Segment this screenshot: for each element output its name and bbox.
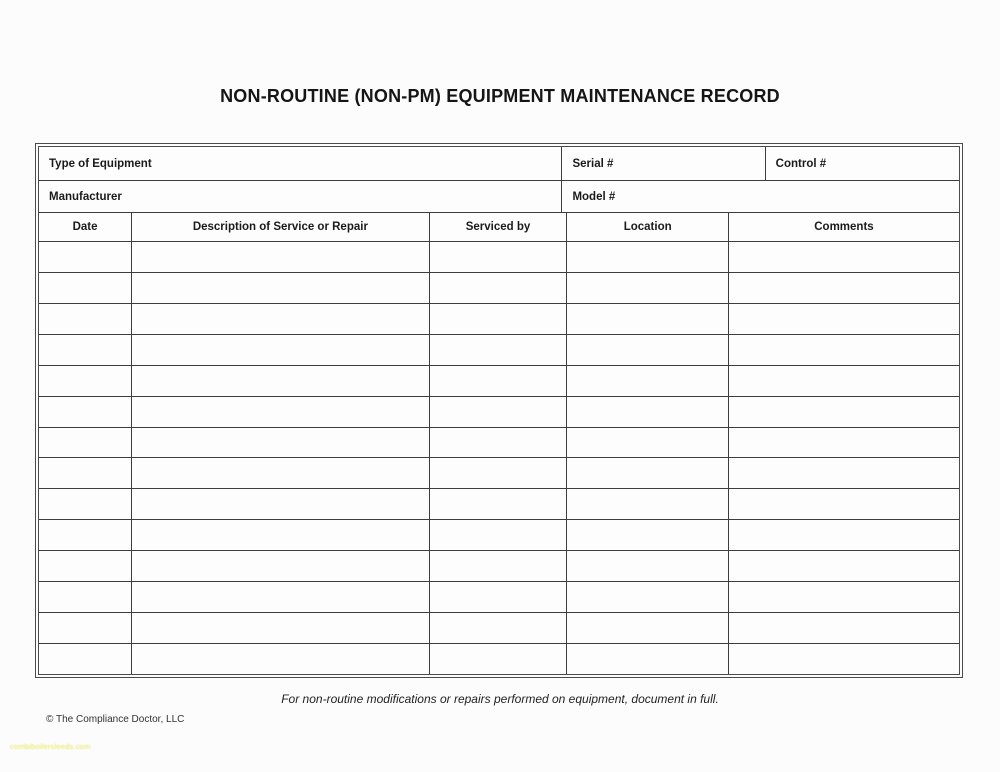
description-cell [131, 366, 428, 396]
column-header-description: Description of Service or Repair [131, 213, 428, 241]
location-cell [566, 520, 728, 550]
date-cell [39, 520, 131, 550]
location-cell [566, 551, 728, 581]
table-row [39, 488, 959, 519]
maintenance-record-table [35, 143, 963, 678]
location-cell [566, 458, 728, 488]
description-cell [131, 242, 428, 272]
table-row [39, 519, 959, 550]
meta-row-manufacturer [39, 180, 959, 212]
serviced-by-cell [429, 397, 567, 427]
date-cell [39, 366, 131, 396]
column-header-location: Location [566, 213, 728, 241]
comments-cell [728, 582, 959, 612]
date-cell [39, 582, 131, 612]
location-cell [566, 613, 728, 643]
date-cell [39, 242, 131, 272]
description-cell [131, 304, 428, 334]
serviced-by-cell [429, 551, 567, 581]
date-cell [39, 613, 131, 643]
comments-cell [728, 273, 959, 303]
record-grid-body [39, 241, 959, 674]
location-cell [566, 242, 728, 272]
table-row [39, 272, 959, 303]
comments-cell [728, 644, 959, 674]
description-cell [131, 582, 428, 612]
serviced-by-cell [429, 273, 567, 303]
location-cell [566, 366, 728, 396]
comments-cell [728, 489, 959, 519]
date-cell [39, 458, 131, 488]
location-cell [566, 304, 728, 334]
serviced-by-cell [429, 520, 567, 550]
description-cell [131, 458, 428, 488]
description-cell [131, 397, 428, 427]
serviced-by-cell [429, 428, 567, 458]
location-cell [566, 582, 728, 612]
serial-number-field: Serial # [561, 147, 764, 180]
comments-cell [728, 366, 959, 396]
location-cell [566, 644, 728, 674]
serviced-by-cell [429, 613, 567, 643]
table-row [39, 457, 959, 488]
description-cell [131, 335, 428, 365]
comments-cell [728, 428, 959, 458]
date-cell [39, 397, 131, 427]
date-cell [39, 335, 131, 365]
column-header-row [39, 212, 959, 241]
date-cell [39, 551, 131, 581]
manufacturer-field: Manufacturer [49, 190, 122, 203]
serviced-by-cell [429, 366, 567, 396]
description-cell [131, 520, 428, 550]
description-cell [131, 551, 428, 581]
location-cell [566, 489, 728, 519]
table-row [39, 581, 959, 612]
date-cell [39, 644, 131, 674]
page-title: NON-ROUTINE (NON-PM) EQUIPMENT MAINTENANCE RECORD [220, 86, 780, 106]
column-header-date: Date [72, 221, 98, 233]
column-header-comments: Comments [728, 213, 959, 241]
copyright-text: © The Compliance Doctor, LLC [46, 714, 185, 725]
control-number-field: Control # [765, 147, 959, 180]
watermark-text: combiboilersleeds.com [10, 742, 91, 751]
footer-instruction: For non-routine modifications or repairs performed on equipment, document in full. [281, 692, 719, 706]
date-cell [39, 489, 131, 519]
description-cell [131, 428, 428, 458]
table-row [39, 334, 959, 365]
table-row [39, 396, 959, 427]
serviced-by-cell [429, 242, 567, 272]
location-cell [566, 335, 728, 365]
column-header-serviced-by: Serviced by [429, 213, 567, 241]
table-row [39, 427, 959, 458]
location-cell [566, 273, 728, 303]
comments-cell [728, 520, 959, 550]
comments-cell [728, 304, 959, 334]
serviced-by-cell [429, 304, 567, 334]
table-row [39, 365, 959, 396]
meta-row-equipment [39, 147, 959, 180]
date-cell [39, 304, 131, 334]
location-cell [566, 428, 728, 458]
table-row [39, 550, 959, 581]
comments-cell [728, 458, 959, 488]
serviced-by-cell [429, 458, 567, 488]
comments-cell [728, 551, 959, 581]
date-cell [39, 273, 131, 303]
serviced-by-cell [429, 335, 567, 365]
description-cell [131, 273, 428, 303]
table-row [39, 643, 959, 674]
comments-cell [728, 335, 959, 365]
description-cell [131, 644, 428, 674]
serviced-by-cell [429, 582, 567, 612]
table-row [39, 612, 959, 643]
serviced-by-cell [429, 644, 567, 674]
serviced-by-cell [429, 489, 567, 519]
table-row [39, 303, 959, 334]
comments-cell [728, 613, 959, 643]
date-cell [39, 428, 131, 458]
location-cell [566, 397, 728, 427]
description-cell [131, 613, 428, 643]
model-number-field: Model # [561, 181, 959, 212]
table-row [39, 242, 959, 272]
type-of-equipment-field: Type of Equipment [49, 157, 152, 170]
comments-cell [728, 397, 959, 427]
comments-cell [728, 242, 959, 272]
description-cell [131, 489, 428, 519]
